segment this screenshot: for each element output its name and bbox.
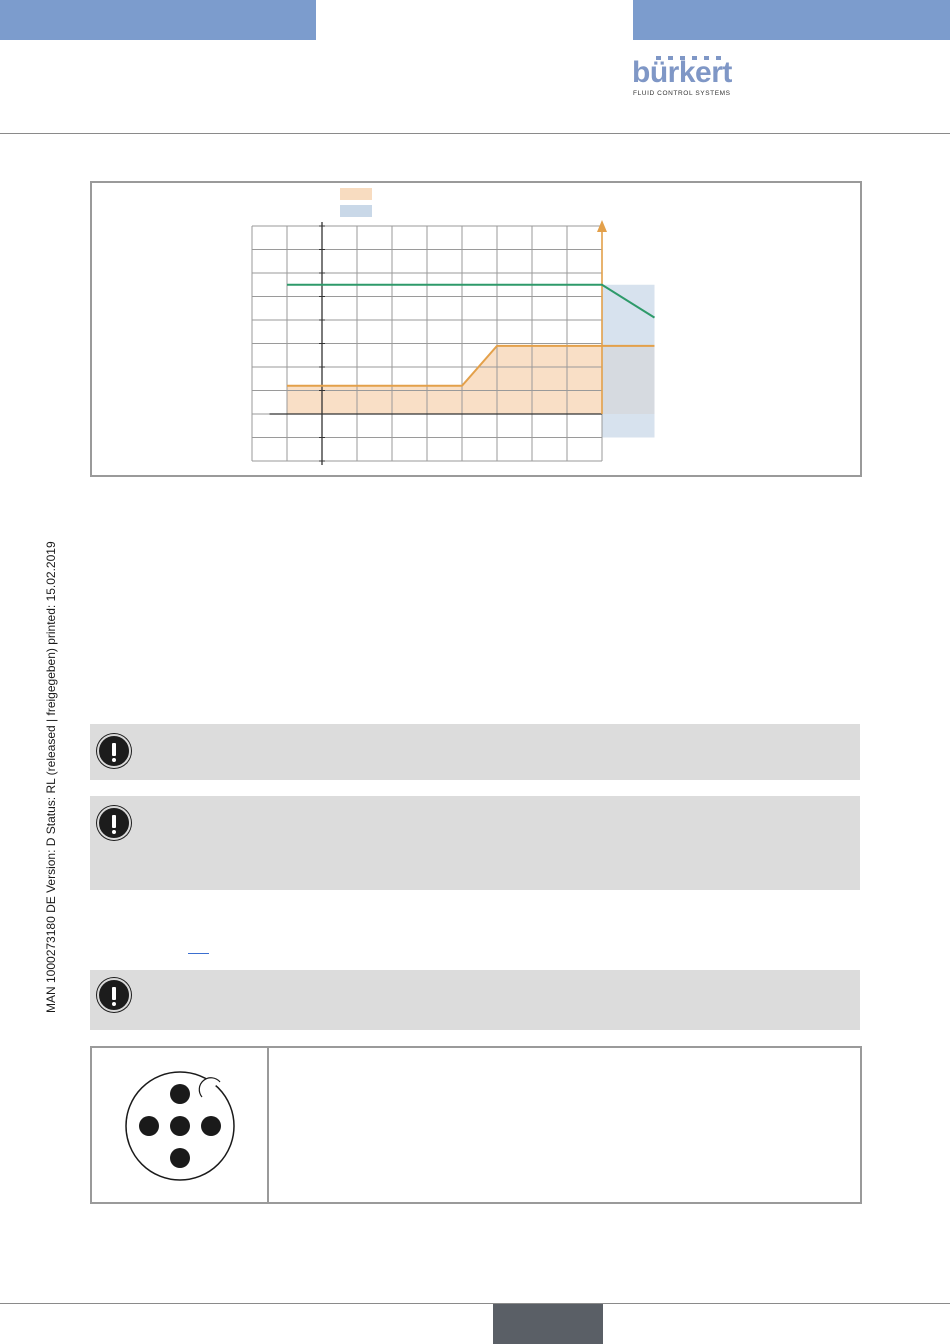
logo-subtitle: FLUID CONTROL SYSTEMS xyxy=(633,90,731,97)
warning-icon xyxy=(97,734,131,768)
connector-pin-2 xyxy=(139,1116,159,1136)
note-box-1 xyxy=(90,724,860,780)
connector-pin-5 xyxy=(170,1116,190,1136)
chart-figure xyxy=(90,181,862,477)
warning-icon xyxy=(97,978,131,1012)
page-number-tab xyxy=(493,1304,603,1344)
logo-word: bürkert xyxy=(632,56,732,89)
chart-svg xyxy=(92,183,860,475)
header-bar-right xyxy=(633,0,950,40)
note-box-3 xyxy=(90,970,860,1030)
warning-icon xyxy=(97,806,131,840)
connector-table xyxy=(90,1046,862,1204)
document-side-note: MAN 1000273180 DE Version: D Status: RL (released | freigegeben) printed: 15.02.2019 xyxy=(44,541,58,1013)
connector-pin-3 xyxy=(201,1116,221,1136)
header-bar-left xyxy=(0,0,316,40)
table-divider xyxy=(267,1048,269,1202)
blue-band xyxy=(602,285,655,438)
footer-rule xyxy=(0,1303,950,1304)
buerkert-logo xyxy=(632,56,732,100)
note-box-2 xyxy=(90,796,860,890)
cross-reference-link[interactable] xyxy=(188,953,209,954)
connector-pin-4 xyxy=(170,1148,190,1168)
connector-pin-diagram xyxy=(92,1048,267,1202)
connector-pin-1 xyxy=(170,1084,190,1104)
header-rule xyxy=(0,133,950,134)
series-line-green xyxy=(287,285,655,318)
orange-area xyxy=(287,346,655,414)
